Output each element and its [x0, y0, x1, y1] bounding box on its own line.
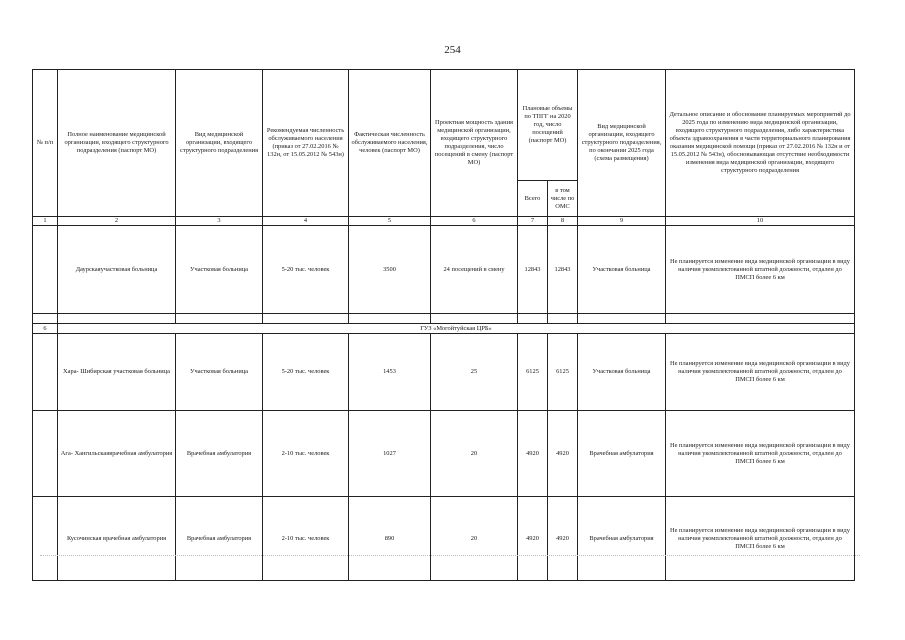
- row-num: [33, 497, 58, 581]
- row-type-2025: Врачебная амбулатория: [578, 411, 666, 497]
- row-capacity: 20: [431, 497, 518, 581]
- header-total: Всего: [518, 181, 548, 217]
- section-title: ГУЗ «Могойтуйская ЦРБ»: [58, 324, 855, 334]
- header-row: [33, 70, 855, 181]
- row-num: [33, 334, 58, 411]
- header-actual: Фактическая численность обслуживаемого населения, человек (паспорт МО): [349, 70, 431, 217]
- column-number: 6: [431, 217, 518, 226]
- row-note: Не планируется изменение вида медицинской организации в виду наличия укомплектованной штатной должности, отдален до ПМСП более 6 км: [666, 334, 855, 411]
- row-recommended: 5-20 тыс. человек: [263, 334, 349, 411]
- row-name: Кусочинская врачебная амбулатория: [58, 497, 176, 581]
- header-name: Полное наименование медицинской организации, входящего структурного подразделения (паспорт МО): [58, 70, 176, 217]
- scan-artifact-line: [40, 555, 860, 560]
- empty-cell: [518, 314, 548, 324]
- header-recommended: Рекомендуемая численность обслуживаемого населения (приказ от 27.02.2016 № 132н, от 15.05.2012 № 543н): [263, 70, 349, 217]
- row-oms: 6125: [548, 334, 578, 411]
- header-type: Вид медицинской организации, входящего структурного подразделения: [176, 70, 263, 217]
- header-type-2025: Вид медицинской организации, входящего структурного подразделения, по окончании 2025 года (схема размещения): [578, 70, 666, 217]
- table-row: [33, 497, 855, 581]
- empty-cell: [33, 314, 58, 324]
- row-note: Не планируется изменение вида медицинской организации в виду наличия укомплектованной штатной должности, отдален до ПМСП более 6 км: [666, 497, 855, 581]
- row-recommended: 5-20 тыс. человек: [263, 226, 349, 314]
- header-num: № п/п: [33, 70, 58, 217]
- column-number: 9: [578, 217, 666, 226]
- row-type: Врачебная амбулатория: [176, 411, 263, 497]
- row-num: [33, 411, 58, 497]
- facilities-table: [32, 69, 855, 581]
- column-number: 10: [666, 217, 855, 226]
- row-total: 4920: [518, 497, 548, 581]
- header-capacity: Проектная мощность здания медицинской организации, входящего структурного подразделения, число посещений в смену (паспорт МО): [431, 70, 518, 217]
- row-type: Врачебная амбулатория: [176, 497, 263, 581]
- row-oms: 12843: [548, 226, 578, 314]
- column-number: 8: [548, 217, 578, 226]
- row-oms: 4920: [548, 497, 578, 581]
- row-capacity: 24 посещений в смену: [431, 226, 518, 314]
- row-actual: 1453: [349, 334, 431, 411]
- empty-cell: [431, 314, 518, 324]
- empty-cell: [548, 314, 578, 324]
- row-name: Ага- Хангильскаяврачебная амбулатория: [58, 411, 176, 497]
- column-number: 5: [349, 217, 431, 226]
- row-type: Участковая больница: [176, 226, 263, 314]
- column-number: 7: [518, 217, 548, 226]
- column-number-row: [33, 217, 855, 226]
- table-row: [33, 334, 855, 411]
- row-name: Даурскаяучастковая больница: [58, 226, 176, 314]
- empty-cell: [58, 314, 176, 324]
- empty-cell: [263, 314, 349, 324]
- empty-cell: [666, 314, 855, 324]
- header-planned: Плановые объемы по ТПГГ на 2020 год, число посещений (паспорт МО): [518, 70, 578, 181]
- empty-cell: [578, 314, 666, 324]
- page-number: 254: [444, 44, 461, 56]
- column-number: 2: [58, 217, 176, 226]
- row-name: Хара- Шибирская участковая больница: [58, 334, 176, 411]
- row-capacity: 20: [431, 411, 518, 497]
- row-oms: 4920: [548, 411, 578, 497]
- empty-cell: [176, 314, 263, 324]
- row-total: 6125: [518, 334, 548, 411]
- row-actual: 890: [349, 497, 431, 581]
- table-row-empty: [33, 314, 855, 324]
- section-row: [33, 324, 855, 334]
- row-total: 12843: [518, 226, 548, 314]
- row-total: 4920: [518, 411, 548, 497]
- header-oms: в том числе по ОМС: [548, 181, 578, 217]
- row-type: Участковая больница: [176, 334, 263, 411]
- row-capacity: 25: [431, 334, 518, 411]
- empty-cell: [349, 314, 431, 324]
- table-row: [33, 411, 855, 497]
- row-actual: 3500: [349, 226, 431, 314]
- row-type-2025: Участковая больница: [578, 334, 666, 411]
- row-note: Не планируется изменение вида медицинской организации в виду наличия укомплектованной штатной должности, отдален до ПМСП более 6 км: [666, 411, 855, 497]
- row-type-2025: Врачебная амбулатория: [578, 497, 666, 581]
- column-number: 3: [176, 217, 263, 226]
- table-row: [33, 226, 855, 314]
- row-recommended: 2-10 тыс. человек: [263, 497, 349, 581]
- row-note: Не планируется изменение вида медицинской организации в виду наличия укомплектованной штатной должности, отдален до ПМСП более 6 км: [666, 226, 855, 314]
- row-recommended: 2-10 тыс. человек: [263, 411, 349, 497]
- row-num: [33, 226, 58, 314]
- column-number: 4: [263, 217, 349, 226]
- section-num: 6: [33, 324, 58, 334]
- row-type-2025: Участковая больница: [578, 226, 666, 314]
- header-note: Детальное описание и обоснование планируемых мероприятий до 2025 года по изменению вида медицинской организации, входящего структурного подразделения, либо характеристика объекта здравоохранения в части территориального планирования оказания медицинской помощи (приказ от 27.02.2016 № 132н и от 15.05.2012 № 543н), обосновывающая отсутствие необходимости изменения вида медицинской организации, входящего структурного подразделения: [666, 70, 855, 217]
- row-actual: 1027: [349, 411, 431, 497]
- column-number: 1: [33, 217, 58, 226]
